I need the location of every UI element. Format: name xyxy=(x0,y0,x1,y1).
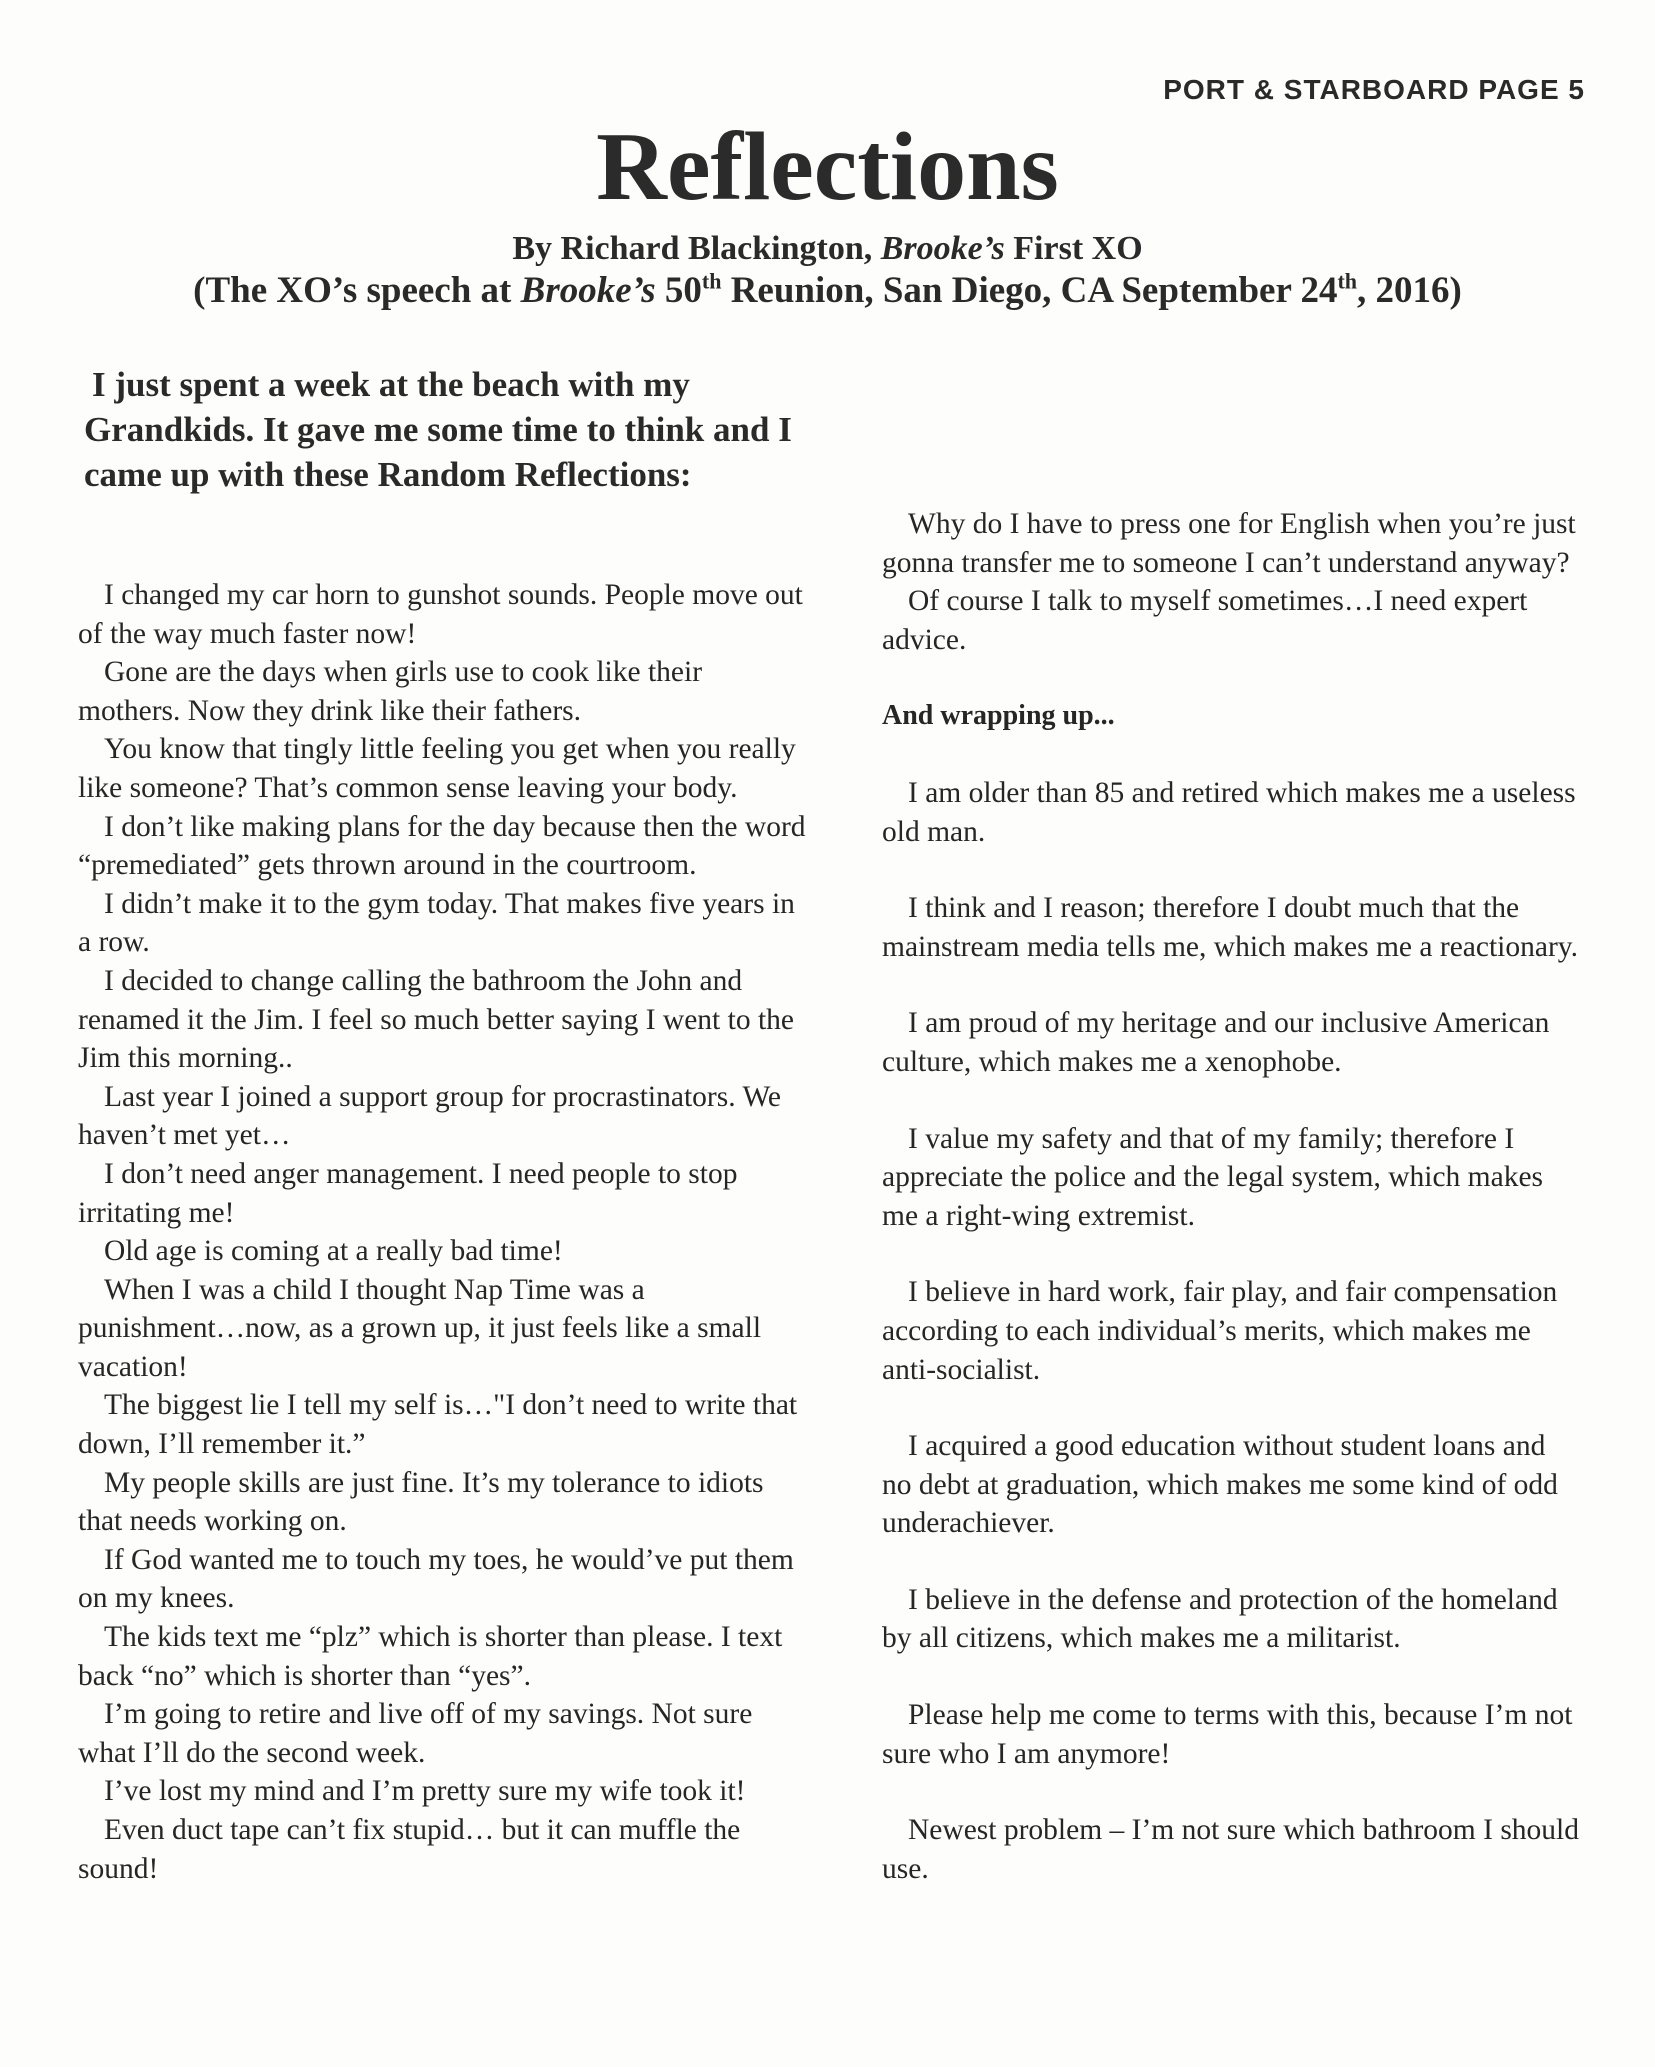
closing-paragraph: I believe in the defense and protection of the homeland by all citizens, which makes me a militarist. xyxy=(882,1583,1558,1655)
reflection-paragraph: Last year I joined a support group for procrastinators. We haven’t met yet… xyxy=(78,1080,782,1152)
reflection-paragraph: My people skills are just fine. It’s my tolerance to idiots that needs working on. xyxy=(78,1466,764,1538)
reflection-paragraph: Why do I have to press one for English when you’re just gonna transfer me to someone I can’t understand anyway? xyxy=(882,508,1576,579)
subtitle-ship-name: Brooke’s xyxy=(520,270,656,311)
article-byline xyxy=(0,228,1655,270)
byline-prefix: By Richard Blackington, xyxy=(512,230,881,267)
reflection-paragraph: If God wanted me to touch my toes, he would’ve put them on my knees. xyxy=(78,1543,794,1615)
byline-suffix: First XO xyxy=(1004,230,1143,267)
subtitle-part-c: Reunion, San Diego, CA September 24 xyxy=(721,270,1338,311)
reflection-paragraph: The kids text me “plz” which is shorter than please. I text back “no” which is shorter than “yes”. xyxy=(78,1621,783,1692)
subtitle-ordinal-2: th xyxy=(1337,268,1358,294)
closing-paragraph: I am older than 85 and retired which makes me a useless old man. xyxy=(882,776,1576,848)
reflection-paragraph: You know that tingly little feeling you get when you really like someone? That’s common sense leaving your body. xyxy=(78,733,796,804)
page-header-tag: PORT & STARBOARD PAGE 5 xyxy=(1163,74,1585,105)
reflection-paragraph: I don’t like making plans for the day because then the word “premediated” gets thrown around in the courtroom. xyxy=(78,810,806,882)
subtitle-part-b: 50 xyxy=(655,270,702,311)
subtitle-part-a: (The XO’s speech at xyxy=(193,270,521,311)
reflection-paragraph: Old age is coming at a really bad time! xyxy=(104,1235,563,1268)
reflection-paragraph: I’ve lost my mind and I’m pretty sure my wife took it! xyxy=(104,1775,746,1808)
right-column xyxy=(882,505,1582,1888)
closing-paragraph: I think and I reason; therefore I doubt much that the mainstream media tells me, which makes me a reactionary. xyxy=(882,892,1578,963)
byline-ship-name: Brooke’s xyxy=(880,230,1005,267)
reflection-paragraph: When I was a child I thought Nap Time was a punishment…now, as a grown up, it just feels like a small vacation! xyxy=(78,1273,762,1383)
reflection-paragraph: I changed my car horn to gunshot sounds. People move out of the way much faster now! xyxy=(78,579,803,650)
article-intro: I just spent a week at the beach with my Grandkids. It gave me some time to think and I came up with these Random Reflections: xyxy=(84,365,792,494)
reflection-paragraph: Even duct tape can’t fix stupid… but it can muffle the sound! xyxy=(78,1814,741,1885)
subtitle-ordinal-1: th xyxy=(701,268,722,294)
subtitle-part-d: , 2016) xyxy=(1357,270,1462,311)
reflection-paragraph: I decided to change calling the bathroom the John and renamed it the Jim. I feel so much better saying I went to the Jim this morning.. xyxy=(78,964,794,1075)
article-subtitle xyxy=(0,268,1655,314)
reflection-paragraph: I don’t need anger management. I need people to stop irritating me! xyxy=(78,1157,738,1229)
section-heading: And wrapping up... xyxy=(882,700,1115,732)
reflection-paragraph: Of course I talk to myself sometimes…I need expert advice. xyxy=(882,585,1528,656)
reflection-paragraph: I didn’t make it to the gym today. That makes five years in a row. xyxy=(78,887,795,959)
left-column xyxy=(78,576,808,1888)
reflection-paragraph: Gone are the days when girls use to cook like their mothers. Now they drink like their fathers. xyxy=(78,656,703,727)
closing-paragraph: Newest problem – I’m not sure which bathroom I should use. xyxy=(882,1814,1579,1885)
closing-paragraph: I acquired a good education without student loans and no debt at graduation, which makes me some kind of odd underachiever. xyxy=(882,1430,1558,1540)
closing-paragraph: Please help me come to terms with this, because I’m not sure who I am anymore! xyxy=(882,1699,1573,1770)
closing-paragraph: I value my safety and that of my family; therefore I appreciate the police and the legal system, which makes me a right-wing extremist. xyxy=(882,1122,1544,1232)
reflection-paragraph: I’m going to retire and live off of my savings. Not sure what I’ll do the second week. xyxy=(78,1698,753,1769)
closing-paragraph: I am proud of my heritage and our inclusive American culture, which makes me a xenophobe. xyxy=(882,1007,1550,1078)
article-title: Reflections xyxy=(596,113,1059,221)
closing-paragraph: I believe in hard work, fair play, and fair compensation according to each individual’s merits, which makes me anti-socialist. xyxy=(882,1276,1558,1386)
reflection-paragraph: The biggest lie I tell my self is…"I don’t need to write that down, I’ll remember it.” xyxy=(78,1389,798,1461)
